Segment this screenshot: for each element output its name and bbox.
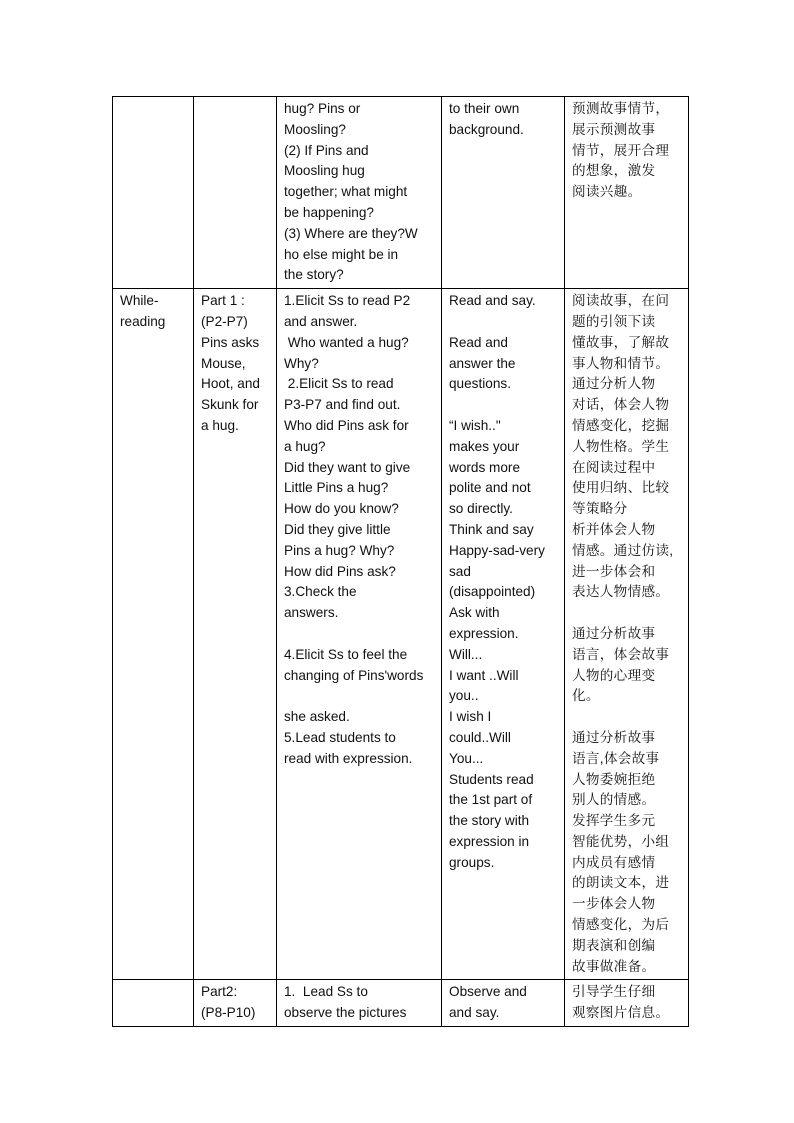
cell-line: 1.Elicit Ss to read P2 bbox=[284, 293, 411, 309]
cell-line: 析并体会人物 bbox=[572, 521, 656, 537]
purpose-cell bbox=[565, 97, 689, 289]
cell-line: Students read bbox=[449, 771, 534, 787]
cell-line: (P2-P7) bbox=[201, 313, 248, 329]
cell-line: 人物的心理变 bbox=[572, 667, 656, 683]
cell-line: and answer. bbox=[284, 313, 358, 329]
cell-line: background. bbox=[449, 121, 524, 137]
cell-line: expression in bbox=[449, 833, 530, 849]
cell-line: a hug. bbox=[201, 417, 239, 433]
cell-line: makes your bbox=[449, 438, 520, 454]
cell-line: While- bbox=[120, 293, 159, 309]
cell-line: Part2: bbox=[201, 984, 238, 1000]
cell-line: 事人物和情节。 bbox=[572, 355, 670, 371]
cell-line: Read and bbox=[449, 334, 508, 350]
cell-line: Read and say. bbox=[449, 293, 536, 309]
cell-line: together; what might bbox=[284, 184, 408, 200]
cell-line: Observe and bbox=[449, 984, 527, 1000]
cell-line: 懂故事，了解故 bbox=[572, 334, 670, 350]
cell-line: 等策略分 bbox=[572, 501, 628, 517]
cell-line: 表达人物情感。 bbox=[572, 584, 670, 600]
cell-line: 在阅读过程中 bbox=[572, 459, 656, 475]
blank-line bbox=[284, 686, 437, 707]
activities-cell bbox=[277, 289, 442, 980]
cell-line: 3.Check the bbox=[284, 584, 357, 600]
cell-line: Did they want to give bbox=[284, 459, 411, 475]
cell-line: 别人的情感。 bbox=[572, 792, 656, 808]
activities-cell bbox=[277, 97, 442, 289]
activities-cell bbox=[277, 980, 442, 1027]
cell-line: to their own bbox=[449, 101, 520, 116]
cell-line: answers. bbox=[284, 605, 339, 621]
part-cell bbox=[194, 97, 277, 289]
cell-line: 通过分析人物 bbox=[572, 376, 656, 392]
cell-line: Happy-sad-very bbox=[449, 542, 545, 558]
cell-line: the story? bbox=[284, 267, 344, 283]
cell-line: I want ..Will bbox=[449, 667, 519, 683]
blank-line bbox=[284, 624, 437, 645]
cell-line: Mouse, bbox=[201, 355, 246, 371]
cell-line: 内成员有感情 bbox=[572, 854, 656, 870]
cell-line: 阅读兴趣。 bbox=[572, 184, 642, 200]
stage-cell bbox=[113, 97, 194, 289]
blank-line bbox=[449, 395, 560, 416]
cell-line: 2.Elicit Ss to read bbox=[284, 376, 394, 392]
cell-line: (3) Where are they?W bbox=[284, 225, 418, 241]
cell-line: 的朗读文本，进 bbox=[572, 875, 670, 891]
cell-line: ho else might be in bbox=[284, 246, 399, 262]
cell-line: How did Pins ask? bbox=[284, 563, 396, 579]
cell-line: 预测故事情节， bbox=[572, 101, 670, 116]
cell-line: Little Pins a hug? bbox=[284, 480, 389, 496]
cell-line: Did they give little bbox=[284, 521, 391, 537]
cell-line: Why? bbox=[284, 355, 319, 371]
cell-line: changing of Pins'words bbox=[284, 667, 424, 683]
cell-line: 化。 bbox=[572, 688, 600, 704]
cell-line: (2) If Pins and bbox=[284, 142, 369, 158]
cell-line: groups. bbox=[449, 854, 495, 870]
cell-line: 一步体会人物 bbox=[572, 896, 656, 912]
purpose-cell bbox=[565, 289, 689, 980]
cell-line: 期表演和创编 bbox=[572, 937, 656, 953]
blank-line bbox=[572, 603, 684, 624]
part-cell bbox=[194, 289, 277, 980]
cell-line: reading bbox=[120, 313, 166, 329]
cell-line: Skunk for bbox=[201, 397, 259, 413]
stage-cell bbox=[113, 980, 194, 1027]
cell-line: Moosling? bbox=[284, 121, 346, 137]
student-activity-cell bbox=[442, 980, 565, 1027]
cell-line: You... bbox=[449, 750, 484, 766]
cell-line: Hoot, and bbox=[201, 376, 260, 392]
table-row bbox=[113, 980, 689, 1027]
cell-line: Pins a hug? Why? bbox=[284, 542, 395, 558]
cell-line: 情感变化，挖掘 bbox=[572, 417, 670, 433]
cell-line: Moosling hug bbox=[284, 163, 365, 179]
blank-line bbox=[572, 707, 684, 728]
cell-line: 对话，体会人物 bbox=[572, 397, 670, 413]
cell-line: (P8-P10) bbox=[201, 1005, 256, 1021]
student-activity-cell bbox=[442, 289, 565, 980]
blank-line bbox=[449, 312, 560, 333]
cell-line: sad bbox=[449, 563, 471, 579]
cell-line: 使用归纳、比较 bbox=[572, 480, 670, 496]
cell-line: 进一步体会和 bbox=[572, 563, 656, 579]
table-row bbox=[113, 97, 689, 289]
cell-line: Pins asks bbox=[201, 334, 260, 350]
cell-line: you.. bbox=[449, 688, 479, 704]
cell-line: 5.Lead students to bbox=[284, 729, 396, 745]
purpose-cell bbox=[565, 980, 689, 1027]
cell-line: Who did Pins ask for bbox=[284, 417, 409, 433]
cell-line: How do you know? bbox=[284, 501, 399, 517]
cell-line: polite and not bbox=[449, 480, 531, 496]
cell-line: Will... bbox=[449, 646, 483, 662]
cell-line: 情感。通过仿读, bbox=[572, 542, 674, 558]
cell-line: 情节，展开合理 bbox=[572, 142, 670, 158]
cell-line: 4.Elicit Ss to feel the bbox=[284, 646, 408, 662]
cell-line: 语言，体会故事 bbox=[572, 646, 670, 662]
cell-line: and say. bbox=[449, 1005, 500, 1021]
cell-line: 人物性格。学生 bbox=[572, 438, 670, 454]
cell-line: 故事做准备。 bbox=[572, 958, 656, 974]
cell-line: so directly. bbox=[449, 501, 513, 517]
cell-line: 题的引领下读 bbox=[572, 313, 656, 329]
cell-line: (disappointed) bbox=[449, 584, 536, 600]
cell-line: Think and say bbox=[449, 521, 534, 537]
cell-line: observe the pictures bbox=[284, 1005, 407, 1021]
cell-line: words more bbox=[449, 459, 521, 475]
stage-cell bbox=[113, 289, 194, 980]
cell-line: 阅读故事，在问 bbox=[572, 293, 670, 309]
cell-line: 展示预测故事 bbox=[572, 121, 656, 137]
cell-line: 1. Lead Ss to bbox=[284, 984, 368, 1000]
cell-line: answer the bbox=[449, 355, 516, 371]
cell-line: Ask with bbox=[449, 605, 500, 621]
cell-line: 人物委婉拒绝 bbox=[572, 771, 656, 787]
cell-line: Who wanted a hug? bbox=[284, 334, 409, 350]
part-cell bbox=[194, 980, 277, 1027]
cell-line: 智能优势，小组 bbox=[572, 833, 670, 849]
cell-line: the story with bbox=[449, 813, 530, 829]
cell-line: I wish I bbox=[449, 709, 492, 725]
cell-line: 通过分析故事 bbox=[572, 729, 656, 745]
cell-line: she asked. bbox=[284, 709, 350, 725]
cell-line: read with expression. bbox=[284, 750, 413, 766]
cell-line: expression. bbox=[449, 625, 519, 641]
cell-line: P3-P7 and find out. bbox=[284, 397, 401, 413]
cell-line: 观察图片信息。 bbox=[572, 1005, 670, 1021]
cell-line: be happening? bbox=[284, 204, 374, 220]
cell-line: Part 1 : bbox=[201, 293, 245, 309]
cell-line: “I wish.." bbox=[449, 417, 501, 433]
cell-line: could..Will bbox=[449, 729, 511, 745]
cell-line: the 1st part of bbox=[449, 792, 533, 808]
cell-line: 通过分析故事 bbox=[572, 625, 656, 641]
cell-line: 引导学生仔细 bbox=[572, 984, 656, 1000]
cell-line: 发挥学生多元 bbox=[572, 813, 656, 829]
cell-line: questions. bbox=[449, 376, 511, 392]
student-activity-cell bbox=[442, 97, 565, 289]
cell-line: 的想象，激发 bbox=[572, 163, 656, 179]
lesson-plan-table bbox=[112, 96, 689, 1027]
cell-line: 语言,体会故事 bbox=[572, 750, 660, 766]
cell-line: 情感变化，为后 bbox=[572, 917, 670, 933]
cell-line: hug? Pins or bbox=[284, 101, 361, 116]
cell-line: a hug? bbox=[284, 438, 326, 454]
table-row bbox=[113, 289, 689, 980]
